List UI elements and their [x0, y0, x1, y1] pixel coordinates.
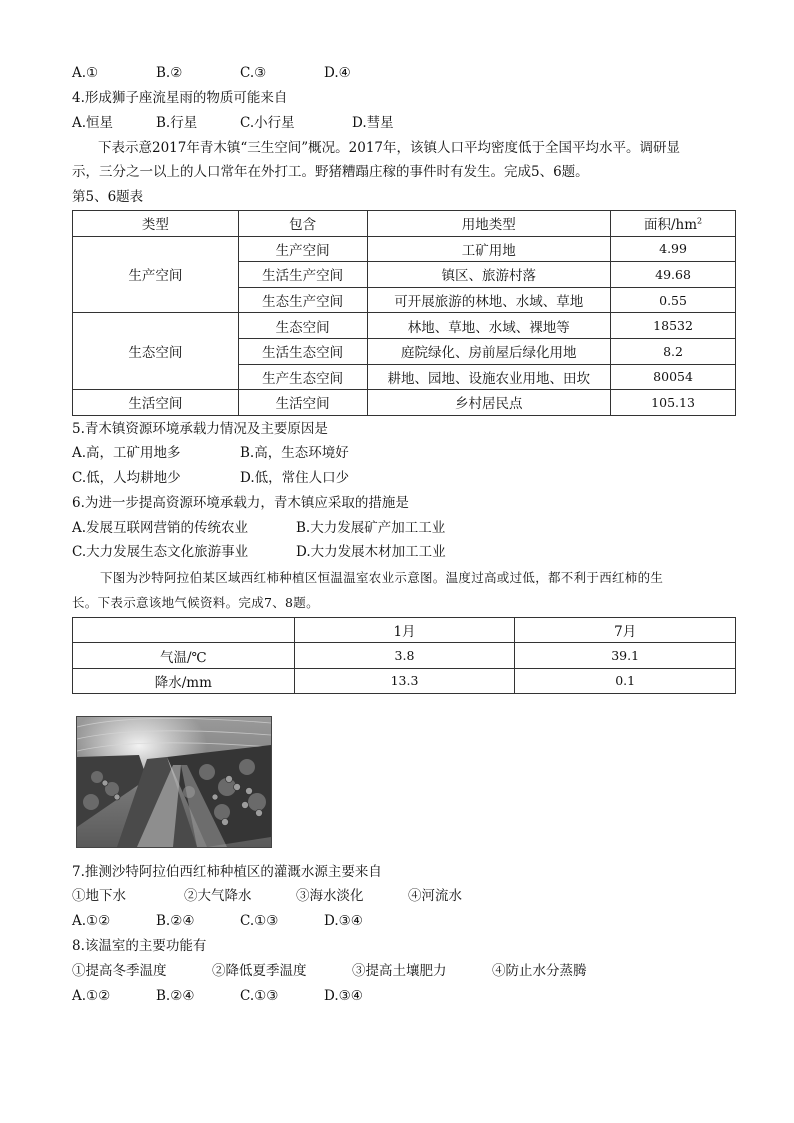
- group-type: 生产空间: [73, 236, 239, 313]
- intro-56-line2: 示，三分之一以上的人口常年在外打工。野猪糟蹋庄稼的事件时有发生。完成5、6题。: [72, 164, 589, 180]
- cell: 可开展旅游的林地、水域、草地: [367, 287, 611, 313]
- cell: 生活生产空间: [238, 262, 367, 288]
- cell: 105.13: [611, 390, 736, 416]
- cell: 庭院绿化、房前屋后绿化用地: [367, 338, 611, 364]
- q7-item-4: ④河流水: [408, 888, 462, 904]
- cell: 降水/mm: [73, 668, 295, 693]
- table-row: [73, 313, 736, 339]
- cell: 林地、草地、水域、裸地等: [367, 313, 611, 339]
- q4-option-b: B.行星: [156, 115, 198, 131]
- q8-item-3: ③提高土壤肥力: [352, 963, 447, 979]
- group-type: 生活空间: [73, 390, 239, 416]
- q8-item-4: ④防止水分蒸腾: [492, 963, 587, 979]
- header-include: 包含: [238, 211, 367, 237]
- intro-78-line2: 长。下表示意该地气候资料。完成7、8题。: [72, 595, 319, 610]
- q6-option-d: D.大力发展木材加工工业: [296, 544, 446, 560]
- q7-option-b: B.②④: [156, 913, 195, 929]
- table-row: [73, 668, 736, 693]
- q8-option-d: D.③④: [324, 988, 363, 1004]
- q6-option-c: C.大力发展生态文化旅游事业: [72, 544, 249, 560]
- cell: 4.99: [611, 236, 736, 262]
- table-header-row: [73, 618, 736, 643]
- cell: 生活空间: [238, 390, 367, 416]
- q8-option-a: A.①②: [72, 988, 111, 1004]
- table-row: [73, 643, 736, 668]
- header-jul: 7月: [515, 618, 736, 643]
- q5-option-b: B.高，生态环境好: [240, 445, 349, 461]
- table-row: [73, 236, 736, 262]
- q3-option-a: A.①: [72, 65, 99, 81]
- q6-option-a: A.发展互联网营销的传统农业: [72, 520, 249, 536]
- q7-item-1: ①地下水: [72, 888, 126, 904]
- cell: 8.2: [611, 338, 736, 364]
- cell: 13.3: [294, 668, 515, 693]
- cell: 39.1: [515, 643, 736, 668]
- q5-option-d: D.低，常住人口少: [240, 470, 350, 486]
- q3-option-b: B.②: [156, 65, 183, 81]
- q7-option-a: A.①②: [72, 913, 111, 929]
- q8-item-1: ①提高冬季温度: [72, 963, 167, 979]
- q6-stem: 6.为进一步提高资源环境承载力，青木镇应采取的措施是: [72, 495, 409, 511]
- land-use-table: [72, 210, 736, 416]
- q5-option-a: A.高，工矿用地多: [72, 445, 181, 461]
- cell: 生产空间: [238, 236, 367, 262]
- q7-item-3: ③海水淡化: [296, 888, 364, 904]
- cell: 0.1: [515, 668, 736, 693]
- cell: 生活生态空间: [238, 338, 367, 364]
- cell: 镇区、旅游村落: [367, 262, 611, 288]
- cell: 49.68: [611, 262, 736, 288]
- header-type: 类型: [73, 211, 239, 237]
- q4-option-d: D.彗星: [352, 115, 394, 131]
- q4-option-c: C.小行星: [240, 115, 295, 131]
- cell: 0.55: [611, 287, 736, 313]
- q8-option-c: C.①③: [240, 988, 279, 1004]
- cell: 3.8: [294, 643, 515, 668]
- table-header-row: [73, 211, 736, 237]
- q4-option-a: A.恒星: [72, 115, 114, 131]
- header-area: 面积$/hm^2$: [611, 211, 736, 237]
- q7-item-2: ②大气降水: [184, 888, 252, 904]
- climate-table: [72, 617, 736, 694]
- q3-option-c: C.③: [240, 65, 267, 81]
- table1-caption: 第5、6题表: [72, 189, 144, 205]
- q6-option-b: B.大力发展矿产加工工业: [296, 520, 446, 536]
- intro-56-line1: 下表示意2017年青木镇“三生空间”概况。2017年，该镇人口平均密度低于全国平均水平。调研显: [98, 140, 681, 156]
- q7-option-c: C.①③: [240, 913, 279, 929]
- q7-stem: 7.推测沙特阿拉伯西红柿种植区的灌溉水源主要来自: [72, 864, 382, 880]
- q3-option-d: D.④: [324, 65, 351, 81]
- cell: 工矿用地: [367, 236, 611, 262]
- cell: 生产生态空间: [238, 364, 367, 390]
- q7-option-d: D.③④: [324, 913, 363, 929]
- q8-option-b: B.②④: [156, 988, 195, 1004]
- cell: 18532: [611, 313, 736, 339]
- cell: 生态空间: [238, 313, 367, 339]
- header-land-type: 用地类型: [367, 211, 611, 237]
- cell: 气温/℃: [73, 643, 295, 668]
- cell: 乡村居民点: [367, 390, 611, 416]
- q4-stem: 4.形成狮子座流星雨的物质可能来自: [72, 90, 288, 106]
- q8-stem: 8.该温室的主要功能有: [72, 938, 207, 954]
- cell: 80054: [611, 364, 736, 390]
- header-jan: 1月: [294, 618, 515, 643]
- q5-stem: 5.青木镇资源环境承载力情况及主要原因是: [72, 421, 328, 437]
- intro-78-line1: 下图为沙特阿拉伯某区域西红柿种植区恒温温室农业示意图。温度过高或过低，都不利于西红柿的生: [100, 570, 664, 585]
- q5-option-c: C.低，人均耕地少: [72, 470, 181, 486]
- q8-item-2: ②降低夏季温度: [212, 963, 307, 979]
- table-row: [73, 390, 736, 416]
- cell: 耕地、园地、设施农业用地、田坎: [367, 364, 611, 390]
- greenhouse-photo: [76, 716, 272, 848]
- group-type: 生态空间: [73, 313, 239, 390]
- cell: 生态生产空间: [238, 287, 367, 313]
- header-blank: [73, 618, 295, 643]
